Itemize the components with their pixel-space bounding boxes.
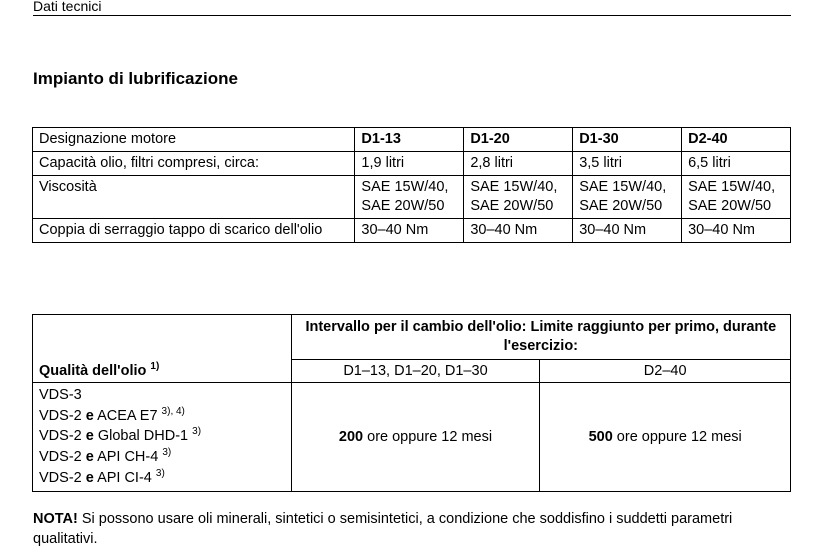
note-label: NOTA! bbox=[33, 511, 78, 527]
quality-spec: API CH-4 bbox=[97, 449, 159, 466]
quality-base: VDS-2 bbox=[39, 407, 82, 424]
oil-quality-item bbox=[39, 468, 285, 489]
table-cell bbox=[464, 176, 573, 219]
table-row bbox=[33, 383, 791, 492]
quality-base: VDS-3 bbox=[39, 387, 82, 403]
column-header: D1-13 bbox=[355, 128, 464, 152]
table-cell: 30–40 Nm bbox=[355, 219, 464, 243]
column-header: Designazione motore bbox=[33, 128, 355, 152]
cell-line: SAE 20W/50 bbox=[579, 198, 663, 214]
footnote-ref: 3) bbox=[162, 447, 172, 459]
interval-value-d1 bbox=[291, 383, 540, 492]
table-header-row bbox=[33, 315, 791, 360]
quality-base: VDS-2 bbox=[39, 449, 82, 466]
footnote-ref: 3) bbox=[155, 467, 165, 479]
quality-spec: API CI-4 bbox=[97, 469, 152, 486]
oil-quality-item bbox=[39, 426, 285, 447]
interval-hours: 200 bbox=[338, 428, 364, 445]
table-cell bbox=[573, 176, 682, 219]
interval-hours: 500 bbox=[588, 428, 613, 445]
column-header: D1-20 bbox=[464, 128, 573, 152]
table-row bbox=[33, 176, 791, 219]
table-cell: 30–40 Nm bbox=[573, 219, 682, 243]
table-row bbox=[33, 219, 791, 243]
oil-change-interval-table bbox=[32, 314, 791, 492]
table-cell: 30–40 Nm bbox=[682, 219, 791, 243]
table-cell: 1,9 litri bbox=[355, 152, 464, 176]
engine-group-header: D2–40 bbox=[540, 360, 791, 383]
oil-quality-item bbox=[39, 447, 285, 468]
note-text: Si possono usare oli minerali, sintetici o semisintetici, a condizione che soddisfino i suddetti parametri qualitativi. bbox=[33, 511, 733, 547]
quality-header-text: Qualità dell'olio bbox=[39, 363, 147, 379]
table-cell: 2,8 litri bbox=[464, 152, 573, 176]
engine-group-header: D1–13, D1–20, D1–30 bbox=[291, 360, 540, 383]
table-row bbox=[33, 152, 791, 176]
quality-column-header bbox=[33, 315, 292, 383]
footnote-ref: 1) bbox=[150, 361, 160, 373]
oil-quality-list bbox=[33, 383, 292, 492]
quality-spec: Global DHD-1 bbox=[97, 428, 189, 445]
quality-base: VDS-2 bbox=[39, 428, 82, 445]
table-cell bbox=[355, 176, 464, 219]
table-cell: 30–40 Nm bbox=[464, 219, 573, 243]
table-cell bbox=[682, 176, 791, 219]
engine-oil-table bbox=[32, 127, 791, 243]
cell-line: SAE 15W/40, bbox=[470, 179, 558, 195]
column-header: D1-30 bbox=[573, 128, 682, 152]
cell-line: SAE 15W/40, bbox=[361, 179, 449, 195]
row-label: Coppia di serraggio tappo di scarico dell'olio bbox=[33, 219, 355, 243]
interval-rest: ore oppure 12 mesi bbox=[616, 428, 742, 445]
footnote-ref: 3) bbox=[192, 426, 202, 438]
interval-header: Intervallo per il cambio dell'olio: Limite raggiunto per primo, durante l'esercizio: bbox=[291, 315, 790, 360]
cell-line: SAE 20W/50 bbox=[688, 198, 772, 214]
table-header-row bbox=[33, 128, 791, 152]
section-title: Impianto di lubrificazione bbox=[33, 69, 238, 88]
oil-quality-item bbox=[39, 406, 285, 427]
oil-quality-item bbox=[39, 385, 285, 406]
page-header-title: Dati tecnici bbox=[33, 0, 102, 14]
header-divider bbox=[33, 15, 791, 16]
cell-line: SAE 20W/50 bbox=[470, 198, 554, 214]
cell-line: SAE 20W/50 bbox=[361, 198, 445, 214]
column-header: D2-40 bbox=[682, 128, 791, 152]
quality-conjunction: e bbox=[85, 469, 94, 486]
quality-conjunction: e bbox=[85, 407, 94, 424]
table-cell: 6,5 litri bbox=[682, 152, 791, 176]
quality-conjunction: e bbox=[85, 449, 94, 466]
quality-spec: ACEA E7 bbox=[97, 407, 158, 424]
row-label: Capacità olio, filtri compresi, circa: bbox=[33, 152, 355, 176]
row-label: Viscosità bbox=[33, 176, 355, 219]
footnote-ref: 3), 4) bbox=[161, 405, 185, 417]
interval-rest: ore oppure 12 mesi bbox=[367, 428, 493, 445]
note-paragraph bbox=[33, 509, 793, 549]
interval-value-d2 bbox=[540, 383, 791, 492]
quality-conjunction: e bbox=[85, 428, 94, 445]
cell-line: SAE 15W/40, bbox=[688, 179, 776, 195]
quality-base: VDS-2 bbox=[39, 469, 82, 486]
cell-line: SAE 15W/40, bbox=[579, 179, 667, 195]
table-cell: 3,5 litri bbox=[573, 152, 682, 176]
